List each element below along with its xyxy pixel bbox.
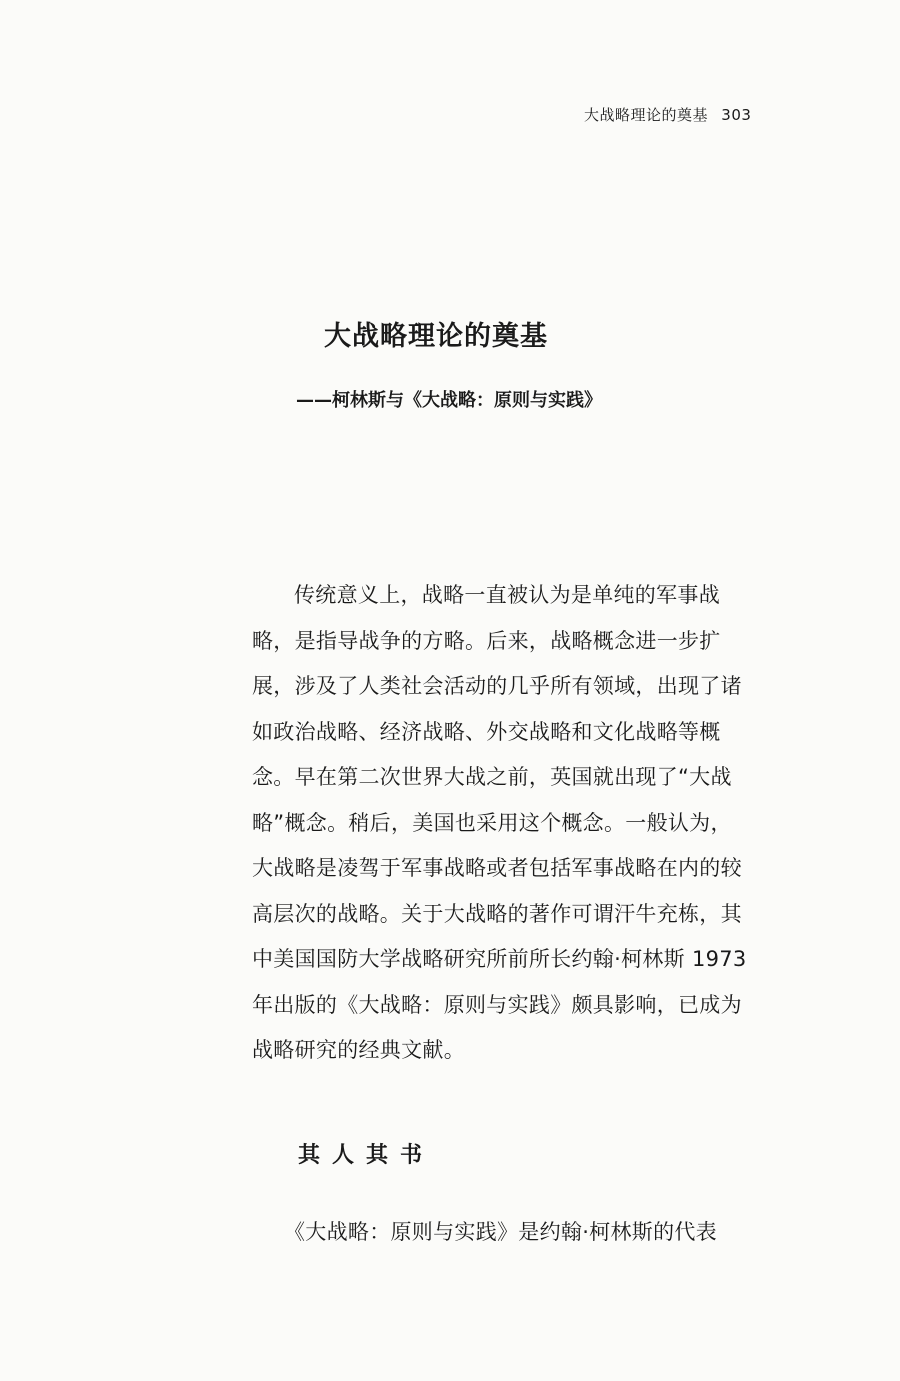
- page-number: 303: [721, 106, 752, 124]
- body-line: 中美国国防大学战略研究所前所长约翰·柯林斯 1973: [252, 947, 747, 971]
- body-line: 略，是指导战争的方略。后来，战略概念进一步扩: [252, 628, 721, 653]
- body-line: 如政治战略、经济战略、外交战略和文化战略等概: [252, 719, 721, 744]
- body-line: 念。早在第二次世界大战之前，英国就出现了“大战: [252, 765, 732, 789]
- body-line: 传统意义上，战略一直被认为是单纯的军事战: [294, 583, 720, 607]
- section-heading: 其人其书: [298, 1142, 435, 1168]
- body-line: 战略研究的经典文献。: [252, 1038, 465, 1062]
- body-line: 高层次的战略。关于大战略的著作可谓汗牛充栋，其: [252, 901, 742, 926]
- body-line: 展，涉及了人类社会活动的几乎所有领域，出现了诸: [252, 674, 742, 698]
- running-head: [584, 104, 751, 125]
- running-head-title: 大战略理论的奠基: [584, 106, 709, 124]
- body-line: 大战略是凌驾于军事战略或者包括军事战略在内的较: [252, 856, 742, 880]
- section-body-line: 《大战略：原则与实践》是约翰·柯林斯的代表: [284, 1220, 717, 1244]
- chapter-subtitle: ——柯林斯与《大战略：原则与实践》: [296, 390, 602, 411]
- body-line: 略”概念。稍后，美国也采用这个概念。一般认为，: [252, 810, 732, 835]
- body-paragraph: [252, 573, 772, 1074]
- body-line: 年出版的《大战略：原则与实践》颇具影响，已成为: [252, 992, 742, 1017]
- chapter-title: 大战略理论的奠基: [324, 321, 548, 352]
